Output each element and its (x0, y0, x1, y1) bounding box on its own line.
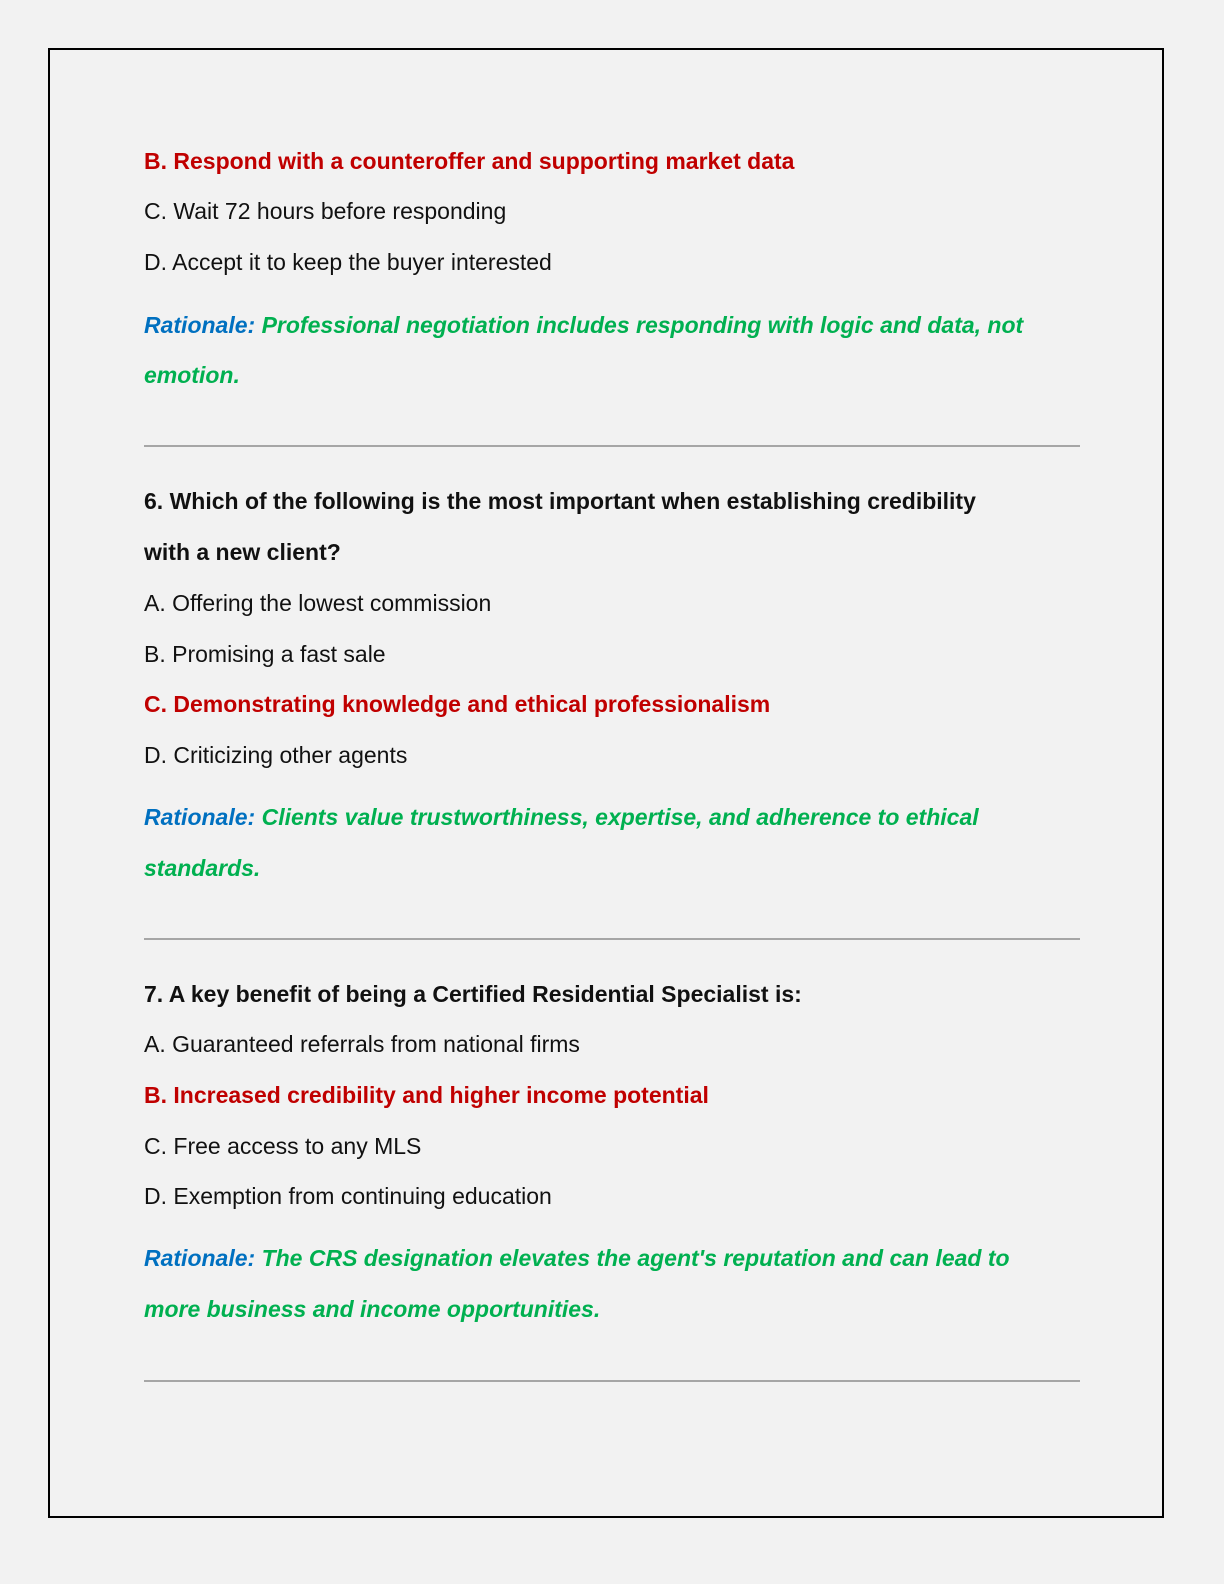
rationale-text: Clients value trustworthiness, expertise, and adherence to ethical (255, 804, 979, 830)
option-a: A. Guaranteed referrals from national firms (144, 1031, 580, 1057)
rationale-text-continued: more business and income opportunities. (144, 1296, 601, 1322)
rationale (144, 1243, 1010, 1273)
rationale-label: Rationale: (144, 804, 256, 830)
option-c: C. Demonstrating knowledge and ethical professionalism (144, 691, 771, 717)
divider (144, 445, 1080, 447)
rationale-label: Rationale: (144, 1245, 256, 1271)
divider (144, 1380, 1080, 1382)
option-c: C. Free access to any MLS (144, 1133, 422, 1159)
rationale (144, 310, 1023, 340)
question-title: 7. A key benefit of being a Certified Residential Specialist is: (144, 981, 802, 1007)
rationale-text: Professional negotiation includes responding with logic and data, not (255, 312, 1024, 338)
rationale-label: Rationale: (144, 312, 256, 338)
question-title: 6. Which of the following is the most important when establishing credibility (144, 488, 976, 514)
option-b: B. Promising a fast sale (144, 641, 386, 667)
rationale (144, 802, 979, 832)
option-a: A. Offering the lowest commission (144, 590, 492, 616)
option-b: B. Respond with a counteroffer and supporting market data (144, 148, 795, 174)
option-d: D. Exemption from continuing education (144, 1183, 552, 1209)
option-b: B. Increased credibility and higher income potential (144, 1082, 709, 1108)
divider (144, 938, 1080, 940)
option-d: D. Criticizing other agents (144, 742, 408, 768)
rationale-text: The CRS designation elevates the agent's reputation and can lead to (255, 1245, 1010, 1271)
question-title-continued: with a new client? (144, 539, 341, 565)
option-c: C. Wait 72 hours before responding (144, 198, 507, 224)
rationale-text-continued: emotion. (144, 362, 240, 388)
option-d: D. Accept it to keep the buyer interested (144, 249, 552, 275)
rationale-text-continued: standards. (144, 855, 261, 881)
